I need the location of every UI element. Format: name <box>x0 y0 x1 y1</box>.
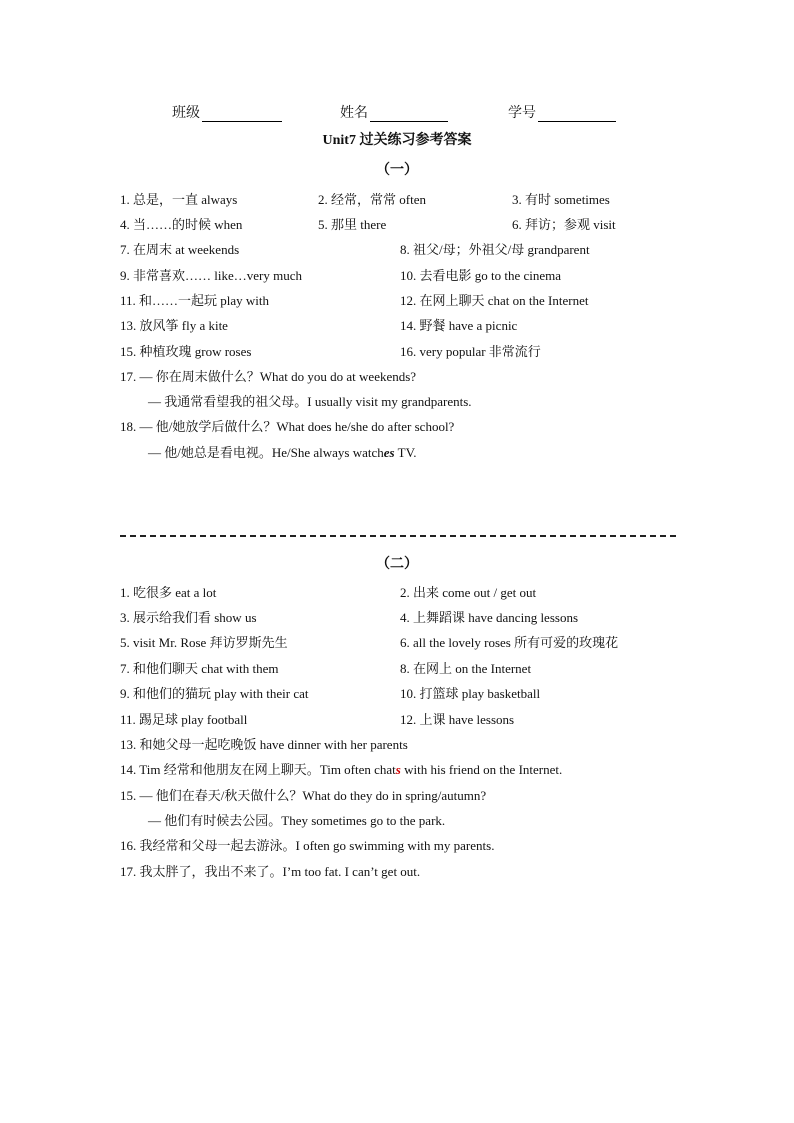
list-item: 2. 出来 come out / get out <box>400 585 537 600</box>
list-item: — 我通常看望我的祖父母。I usually visit my grandparents. <box>148 394 472 409</box>
list-item: 13. 和她父母一起吃晚饭 have dinner with her parents <box>120 737 408 752</box>
id-blank[interactable] <box>538 107 616 122</box>
class-label: 班级 <box>172 106 200 121</box>
list-item: 16. 我经常和父母一起去游泳。I often go swimming with my parents. <box>120 838 495 853</box>
list-item: 8. 祖父/母；外祖父/母 grandparent <box>400 242 590 257</box>
item-text: 14. Tim 经常和他朋友在网上聊天。Tim often chat <box>120 762 396 777</box>
item-suffix: s <box>395 762 401 777</box>
list-item: 12. 在网上聊天 chat on the Internet <box>400 293 589 308</box>
name-field <box>340 102 448 122</box>
list-item: 16. very popular 非常流行 <box>400 344 541 359</box>
dashed-divider <box>120 535 676 537</box>
list-item: 7. 和他们聊天 chat with them <box>120 661 279 676</box>
list-item: 10. 打篮球 play basketball <box>400 686 541 701</box>
list-item: 1. 总是，一直 always <box>120 192 238 207</box>
list-item: 10. 去看电影 go to the cinema <box>400 268 562 283</box>
name-blank[interactable] <box>370 107 448 122</box>
list-item: 14. 野餐 have a picnic <box>400 318 518 333</box>
list-item: 4. 上舞蹈课 have dancing lessons <box>400 610 579 625</box>
list-item: 3. 有时 sometimes <box>512 192 610 207</box>
list-item: 18. — 他/她放学后做什么？What does he/she do after school? <box>120 419 455 434</box>
list-item <box>120 759 562 778</box>
list-item: 9. 非常喜欢…… like…very much <box>120 268 302 283</box>
list-item: 15. — 他们在春天/秋天做什么？What do they do in spring/autumn? <box>120 788 487 803</box>
page-title: Unit7 过关练习参考答案 <box>322 133 472 148</box>
class-blank[interactable] <box>202 107 282 122</box>
list-item: 12. 上课 have lessons <box>400 712 515 727</box>
answer-suffix: es <box>383 445 395 460</box>
id-label: 学号 <box>508 106 536 121</box>
list-item: 9. 和他们的猫玩 play with their cat <box>120 686 309 701</box>
list-item: 7. 在周末 at weekends <box>120 242 240 257</box>
list-item <box>148 442 417 461</box>
list-item: 13. 放风筝 fly a kite <box>120 318 228 333</box>
id-field <box>508 102 616 122</box>
list-item: 2. 经常，常常 often <box>318 192 426 207</box>
list-item: 8. 在网上 on the Internet <box>400 661 532 676</box>
class-field <box>172 102 282 122</box>
name-label: 姓名 <box>340 106 368 121</box>
list-item: — 他们有时候去公园。They sometimes go to the park. <box>148 813 446 828</box>
list-item: 4. 当……的时候 when <box>120 217 243 232</box>
section1-heading: （一） <box>376 163 418 178</box>
list-item: 11. 和……一起玩 play with <box>120 293 270 308</box>
answer-text-end: TV. <box>394 445 417 460</box>
list-item: 17. — 你在周末做什么？What do you do at weekends? <box>120 369 417 384</box>
list-item: 6. all the lovely roses 所有可爱的玫瑰花 <box>400 635 619 650</box>
list-item: 1. 吃很多 eat a lot <box>120 585 217 600</box>
list-item: 11. 踢足球 play football <box>120 712 248 727</box>
section2-heading: （二） <box>376 557 418 572</box>
answer-text: — 他/她总是看电视。He/She always watch <box>148 445 384 460</box>
item-text-end: with his friend on the Internet. <box>400 762 563 777</box>
list-item: 3. 展示给我们看 show us <box>120 610 257 625</box>
list-item: 17. 我太胖了，我出不来了。I’m too fat. I can’t get out. <box>120 864 421 879</box>
list-item: 5. visit Mr. Rose 拜访罗斯先生 <box>120 635 288 650</box>
list-item: 6. 拜访；参观 visit <box>512 217 616 232</box>
list-item: 5. 那里 there <box>318 217 387 232</box>
list-item: 15. 种植玫瑰 grow roses <box>120 344 252 359</box>
